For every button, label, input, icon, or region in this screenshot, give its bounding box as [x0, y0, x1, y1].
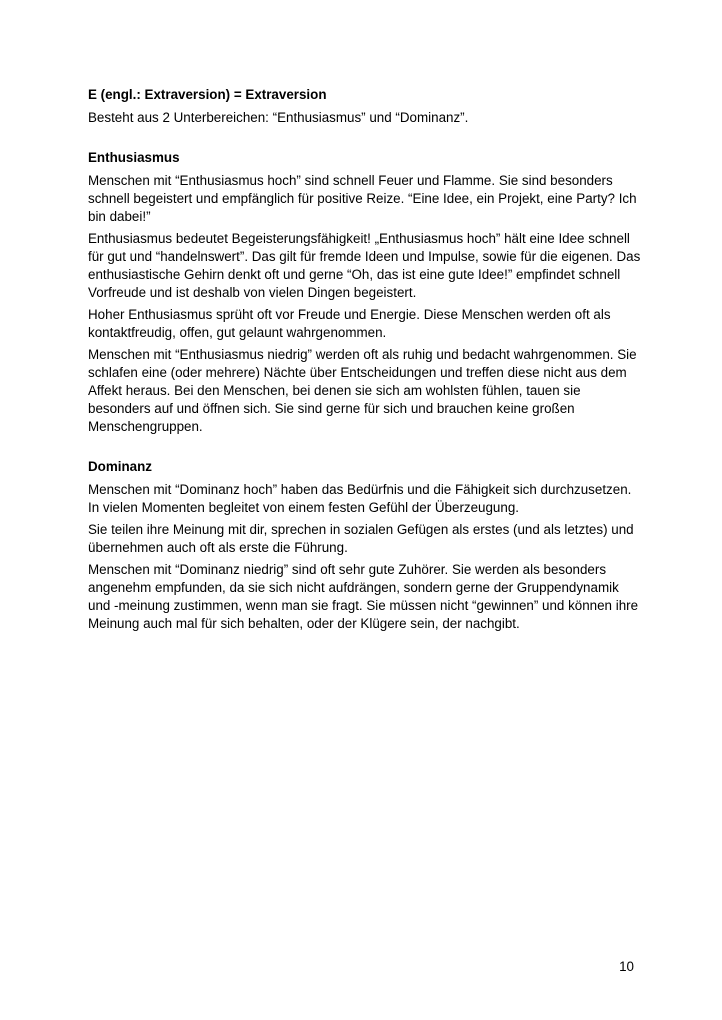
paragraph: Menschen mit “Dominanz niedrig” sind oft sehr gute Zuhörer. Sie werden als besonders angenehm empfunden, da sie sich nicht aufdrängen, sondern gerne der Gruppendynamik und -meinung zustimmen, wenn man sie fragt. Sie müssen nicht “gewinnen” und können ihre Meinung auch mal für sich behalten, oder der Klügere sein, der nachgibt. [88, 562, 639, 631]
paragraph: Menschen mit “Enthusiasmus niedrig” werden oft als ruhig und bedacht wahrgenommen. Sie schlafen eine (oder mehrere) Nächte über Entscheidungen und treffen diese nicht aus dem Affekt heraus. Bei den Menschen, bei denen sie sich am wohlsten fühlen, tauen sie besonders auf und öffnen sich. Sie sind gerne für sich und brauchen keine großen Menschengruppen. [88, 347, 637, 434]
intro-paragraph: Besteht aus 2 Unterbereichen: “Enthusiasmus” und “Dominanz”. [88, 110, 469, 125]
section-dominanz [88, 458, 643, 633]
page-number: 10 [619, 959, 634, 974]
paragraph: Sie teilen ihre Meinung mit dir, sprechen in sozialen Gefügen als erstes (und als letztes) und übernehmen auch oft als erste die Führung. [88, 522, 634, 555]
section-heading: Enthusiasmus [88, 150, 180, 165]
section-enthusiasmus [88, 149, 643, 436]
paragraph: Menschen mit “Dominanz hoch” haben das Bedürfnis und die Fähigkeit sich durchzusetzen. In vielen Momenten begleitet von einem festen Gefühl der Überzeugung. [88, 482, 632, 515]
paragraph: Hoher Enthusiasmus sprüht oft vor Freude und Energie. Diese Menschen werden oft als kontaktfreudig, offen, gut gelaunt wahrgenommen. [88, 307, 611, 340]
paragraph: Enthusiasmus bedeutet Begeisterungsfähigkeit! „Enthusiasmus hoch” hält eine Idee schnell für gut und “handelnswert”. Das gilt für fremde Ideen und Impulse, sowie für die eigenen. Das enthusiastische Gehirn denkt oft und gerne “Oh, das ist eine gute Idee!” empfindet schnell Vorfreude und ist deshalb von vielen Dingen begeistert. [88, 231, 641, 300]
section-heading: Dominanz [88, 459, 152, 474]
paragraph: Menschen mit “Enthusiasmus hoch” sind schnell Feuer und Flamme. Sie sind besonders schnell begeistert und empfänglich für positive Reize. “Eine Idee, ein Projekt, eine Party? Ich bin dabei!” [88, 173, 637, 224]
page-content [88, 86, 643, 637]
page-title: E (engl.: Extraversion) = Extraversion [88, 87, 327, 102]
